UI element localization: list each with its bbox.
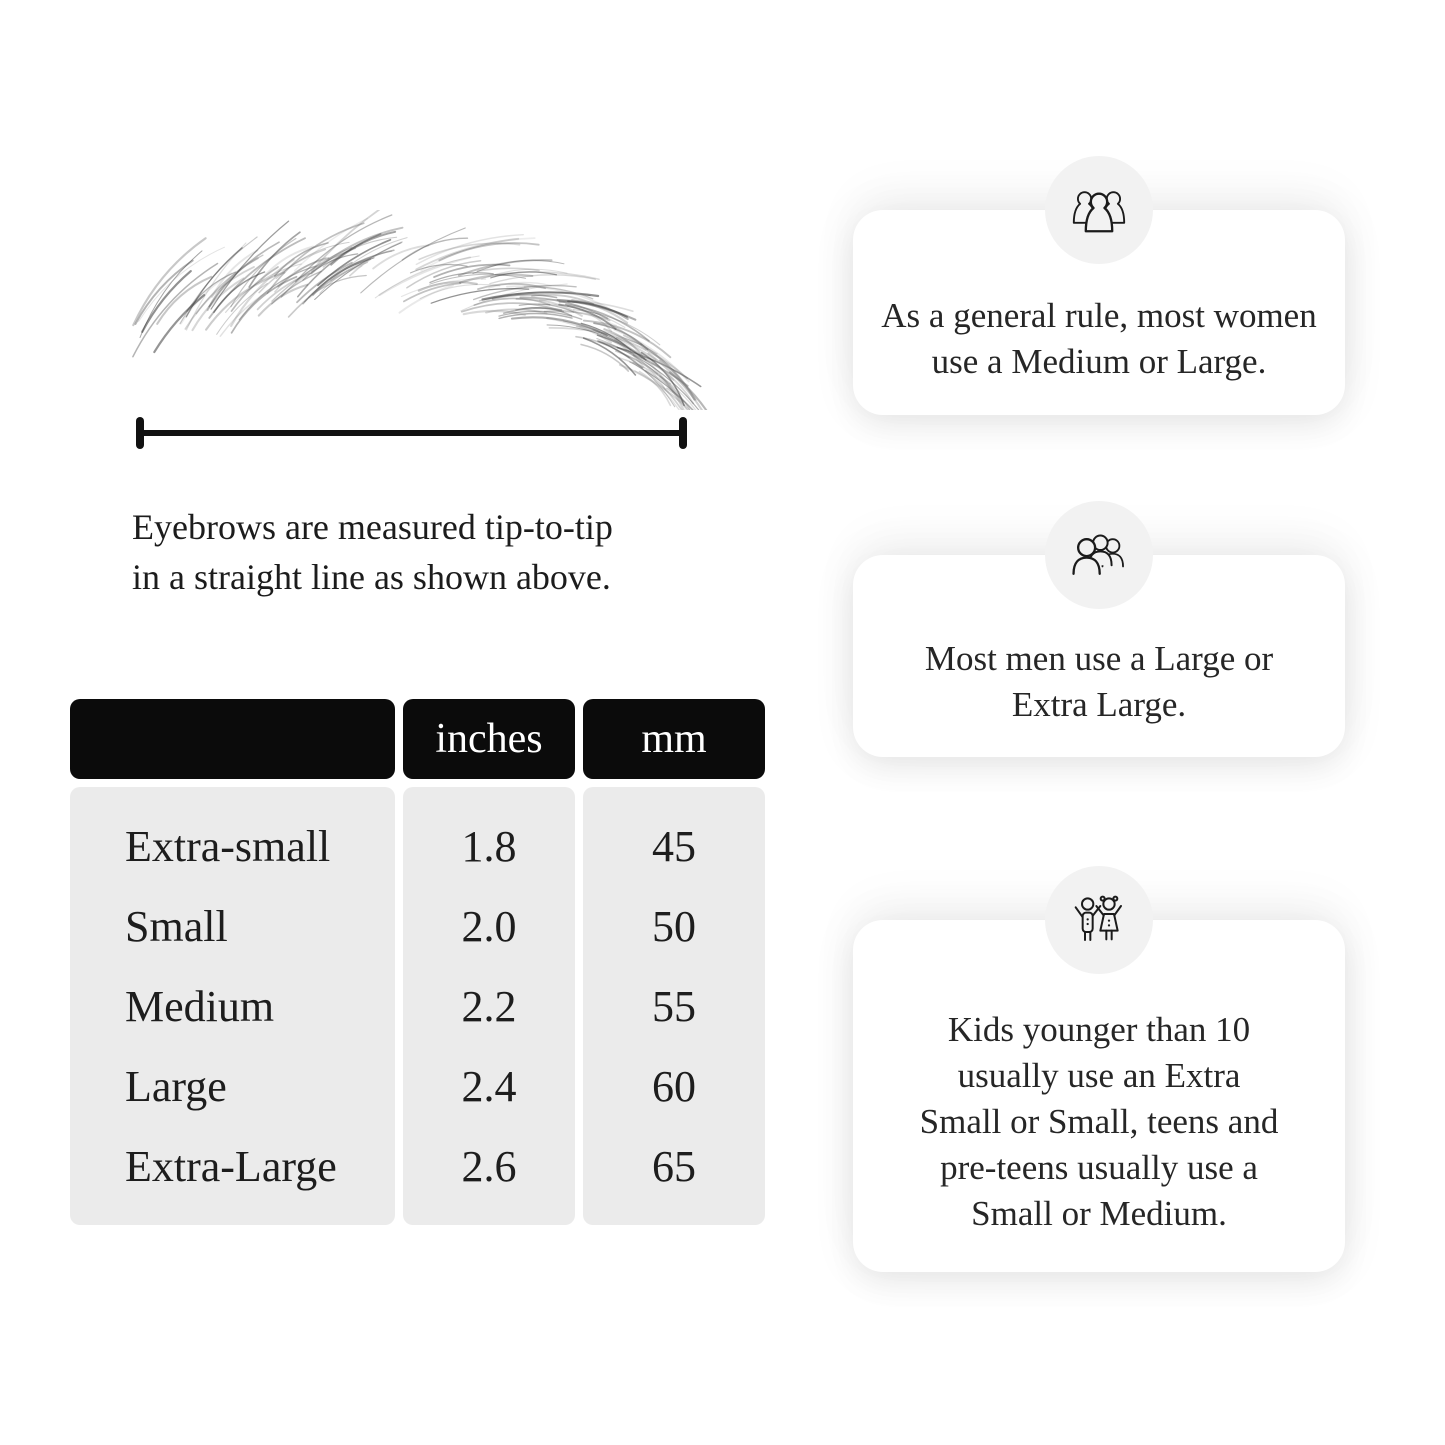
size-column-mm xyxy=(583,787,765,1225)
card-kids-line-5: Small or Medium. xyxy=(971,1194,1227,1233)
size-column-labels xyxy=(70,787,395,1225)
card-kids-line-4: pre-teens usually use a xyxy=(940,1148,1258,1187)
card-kids-text xyxy=(853,920,1345,1272)
card-women-line-2: use a Medium or Large. xyxy=(931,341,1267,381)
size-table-header xyxy=(70,699,767,779)
measurement-line xyxy=(110,413,710,455)
table-cell-inches-3: 2.4 xyxy=(461,1061,517,1111)
caption-line-1: Eyebrows are measured tip-to-tip xyxy=(132,507,613,547)
info-card-women xyxy=(853,210,1345,415)
card-kids-line-3: Small or Small, teens and xyxy=(919,1102,1279,1141)
card-men-line-2: Extra Large. xyxy=(1011,685,1187,724)
table-cell-mm-4: 65 xyxy=(652,1141,696,1191)
info-card-men xyxy=(853,555,1345,757)
table-cell-inches-1: 2.0 xyxy=(461,901,517,951)
measurement-caption xyxy=(132,502,613,602)
table-cell-label-2: Medium xyxy=(125,981,275,1031)
header-cell-size xyxy=(70,699,395,779)
table-cell-mm-3: 60 xyxy=(652,1061,696,1111)
size-table-body xyxy=(70,787,767,1225)
table-cell-label-3: Large xyxy=(125,1061,227,1111)
table-cell-label-4: Extra-Large xyxy=(125,1141,337,1191)
table-cell-inches-2: 2.2 xyxy=(461,981,517,1031)
size-column-inches xyxy=(403,787,575,1225)
table-cell-label-1: Small xyxy=(125,901,228,951)
caption-line-2: in a straight line as shown above. xyxy=(132,557,611,597)
eyebrow-illustration xyxy=(90,210,730,410)
card-men-line-1: Most men use a Large or xyxy=(924,639,1274,678)
card-men-text xyxy=(853,555,1345,757)
header-cell-mm: mm xyxy=(583,699,765,779)
card-kids-line-2: usually use an Extra xyxy=(957,1056,1241,1095)
table-cell-inches-4: 2.6 xyxy=(461,1141,517,1191)
table-cell-mm-1: 50 xyxy=(652,901,696,951)
card-women-line-1: As a general rule, most women xyxy=(881,295,1317,335)
size-table xyxy=(70,699,767,1225)
table-cell-mm-0: 45 xyxy=(652,821,696,871)
table-cell-inches-0: 1.8 xyxy=(461,821,517,871)
table-cell-label-0: Extra-small xyxy=(125,821,331,871)
info-card-kids xyxy=(853,920,1345,1272)
table-cell-mm-2: 55 xyxy=(652,981,696,1031)
header-cell-inches: inches xyxy=(403,699,575,779)
card-women-text xyxy=(853,210,1345,415)
card-kids-line-1: Kids younger than 10 xyxy=(947,1010,1251,1049)
